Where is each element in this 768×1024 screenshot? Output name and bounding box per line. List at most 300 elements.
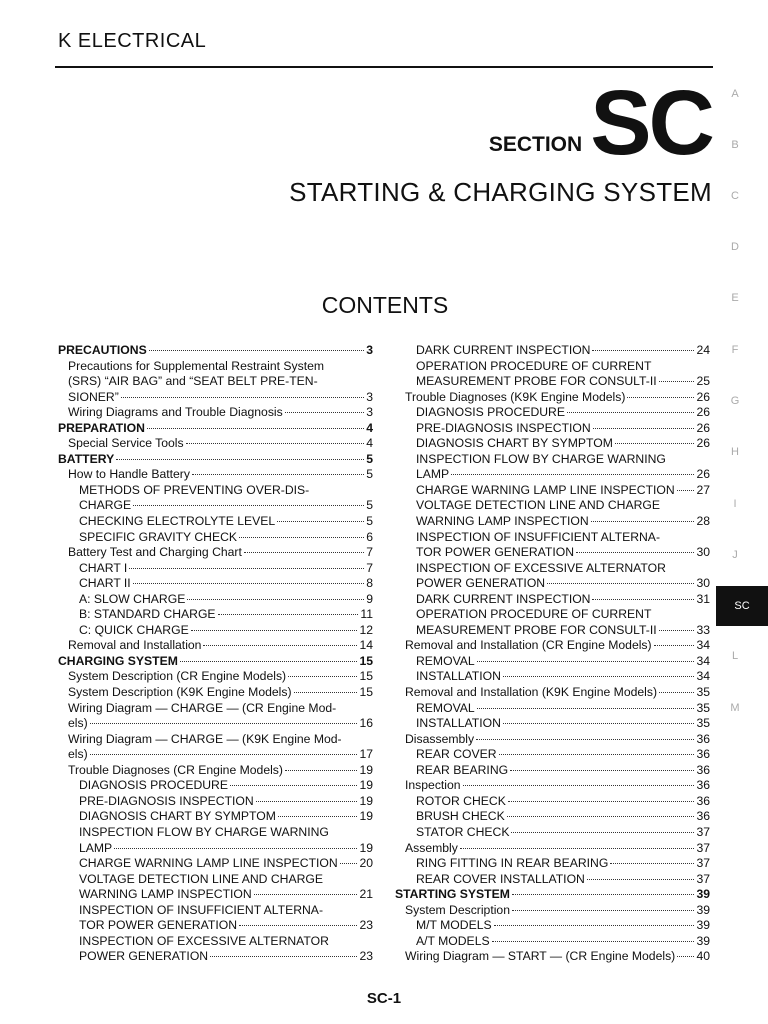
toc-entry[interactable] [58, 809, 373, 825]
toc-entry-line [58, 561, 373, 577]
toc-page-number: 35 [696, 716, 710, 731]
toc-page-number: 28 [696, 514, 710, 529]
toc-page-number: 15 [359, 685, 373, 700]
toc-page-number: 37 [696, 856, 710, 871]
toc-page-number: 9 [366, 591, 373, 606]
toc-entry-line [395, 561, 710, 577]
toc-entry[interactable] [58, 359, 373, 406]
toc-entry[interactable] [395, 452, 710, 483]
toc-entry-line [395, 530, 710, 546]
toc-entry-title: System Description (CR Engine Models) [68, 669, 287, 684]
toc-entry-title: INSPECTION FLOW BY CHARGE WARNING [79, 824, 329, 839]
dot-leader [592, 350, 694, 351]
toc-entry[interactable] [58, 607, 373, 623]
dot-leader [477, 708, 695, 709]
toc-entry[interactable] [58, 903, 373, 934]
dot-leader [476, 739, 694, 740]
toc-entry-line [58, 887, 373, 903]
toc-entry-title: CHECKING ELECTROLYTE LEVEL [79, 514, 276, 529]
dot-leader [294, 692, 358, 693]
toc-entry-line [58, 809, 373, 825]
toc-page-number: 31 [696, 591, 710, 606]
toc-entry-title: POWER GENERATION [79, 949, 209, 964]
contents-title: CONTENTS [321, 292, 449, 318]
toc-entry[interactable] [58, 405, 373, 421]
toc-entry[interactable] [395, 934, 710, 950]
header-rule [55, 66, 713, 68]
toc-page-number: 4 [366, 436, 373, 451]
toc-entry-line [395, 918, 710, 934]
toc-page-number: 4 [366, 420, 373, 435]
toc-entry-title: STATOR CHECK [416, 824, 510, 839]
dot-leader [218, 614, 359, 615]
toc-page-number: 11 [360, 607, 373, 622]
toc-page-number: 16 [359, 716, 373, 731]
toc-entry[interactable] [58, 654, 373, 670]
toc-entry-title: WARNING LAMP INSPECTION [416, 514, 589, 529]
toc-entry-line [58, 359, 373, 375]
toc-entry-line [395, 607, 710, 623]
toc-entry-title: REAR BEARING [416, 762, 509, 777]
toc-page-number: 37 [696, 824, 710, 839]
dot-leader [288, 676, 357, 677]
toc-entry-title: BATTERY [58, 451, 115, 466]
toc-entry-title: (SRS) “AIR BAG” and “SEAT BELT PRE-TEN- [68, 374, 318, 389]
toc-entry-line [395, 498, 710, 514]
toc-entry[interactable] [395, 359, 710, 390]
toc-entry-title: els) [68, 716, 88, 731]
toc-entry-line [395, 685, 710, 701]
section-tab-j[interactable]: J [732, 549, 738, 561]
toc-entry[interactable] [395, 872, 710, 888]
toc-entry[interactable] [395, 763, 710, 779]
toc-entry-line [395, 887, 710, 903]
toc-entry-line [395, 452, 710, 468]
toc-entry[interactable] [58, 576, 373, 592]
toc-entry-line [395, 405, 710, 421]
toc-entry[interactable] [58, 623, 373, 639]
toc-entry-title: System Description [405, 902, 510, 917]
toc-entry-line [58, 592, 373, 608]
toc-page-number: 33 [696, 622, 710, 637]
toc-entry-title: M/T MODELS [416, 918, 492, 933]
toc-entry-title: Removal and Installation (K9K Engine Models) [405, 685, 658, 700]
toc-entry-title: Trouble Diagnoses (K9K Engine Models) [405, 389, 626, 404]
toc-entry-title: SIONER” [68, 389, 119, 404]
toc-entry-title: RING FITTING IN REAR BEARING [416, 856, 609, 871]
toc-page-number: 30 [696, 545, 710, 560]
toc-entry[interactable] [395, 436, 710, 452]
toc-entry-line [58, 514, 373, 530]
toc-entry[interactable] [58, 483, 373, 514]
toc-entry-line [395, 841, 710, 857]
toc-entry[interactable] [58, 685, 373, 701]
toc-entry-title: OPERATION PROCEDURE OF CURRENT [416, 607, 652, 622]
toc-entry-title: INSPECTION OF EXCESSIVE ALTERNATOR [416, 560, 666, 575]
toc-page-number: 39 [696, 918, 710, 933]
toc-page-number: 26 [696, 405, 710, 420]
toc-entry[interactable] [395, 421, 710, 437]
toc-left-column [58, 343, 373, 965]
toc-entry[interactable] [58, 825, 373, 856]
toc-entry-title: INSPECTION OF EXCESSIVE ALTERNATOR [79, 933, 329, 948]
toc-page-number: 36 [696, 747, 710, 762]
dot-leader [576, 552, 694, 553]
toc-entry[interactable] [395, 592, 710, 608]
toc-page-number: 3 [366, 389, 373, 404]
toc-entry-line [58, 872, 373, 888]
toc-entry[interactable] [395, 638, 710, 654]
toc-entry-title: INSTALLATION [416, 669, 501, 684]
toc-entry[interactable] [395, 918, 710, 934]
toc-entry[interactable] [58, 638, 373, 654]
dot-leader [239, 537, 364, 538]
toc-entry-title: LAMP [79, 840, 113, 855]
dot-leader [463, 785, 695, 786]
toc-entry[interactable] [395, 701, 710, 717]
toc-entry-title: PRECAUTIONS [58, 343, 147, 357]
toc-page-number: 37 [696, 871, 710, 886]
toc-entry[interactable] [58, 452, 373, 468]
dot-leader [592, 599, 694, 600]
toc-entry[interactable] [395, 343, 710, 359]
section-word: SECTION [488, 133, 583, 157]
section-title: STARTING & CHARGING SYSTEM [289, 177, 712, 207]
section-tab-c[interactable]: C [731, 190, 739, 202]
toc-entry-title: PRE-DIAGNOSIS INSPECTION [416, 420, 591, 435]
toc-entry-title: CHARGE WARNING LAMP LINE INSPECTION [416, 482, 675, 497]
dot-leader [114, 848, 357, 849]
toc-entry[interactable] [58, 436, 373, 452]
toc-entry-title: CHARGE WARNING LAMP LINE INSPECTION [79, 856, 338, 871]
toc-page-number: 19 [359, 793, 373, 808]
dot-leader [627, 397, 694, 398]
toc-entry[interactable] [395, 530, 710, 561]
toc-page-number: 20 [359, 856, 373, 871]
toc-entry[interactable] [395, 841, 710, 857]
toc-entry-title: TOR POWER GENERATION [79, 918, 237, 933]
toc-entry-line [395, 436, 710, 452]
toc-entry-title: Trouble Diagnoses (CR Engine Models) [68, 762, 283, 777]
toc-entry[interactable] [395, 669, 710, 685]
toc-entry[interactable] [395, 778, 710, 794]
dot-leader [503, 676, 695, 677]
toc-entry-line [58, 732, 373, 748]
toc-entry[interactable] [58, 732, 373, 763]
toc-entry-title: Removal and Installation (CR Engine Models) [405, 638, 652, 653]
toc-page-number: 39 [696, 887, 710, 902]
dot-leader [133, 505, 364, 506]
toc-entry[interactable] [58, 467, 373, 483]
toc-entry[interactable] [395, 561, 710, 592]
toc-entry-title: Precautions for Supplemental Restraint System [68, 358, 325, 373]
toc-entry-title: STARTING SYSTEM [395, 887, 510, 902]
toc-entry-line [395, 421, 710, 437]
toc-entry[interactable] [58, 778, 373, 794]
toc-page-number: 19 [359, 840, 373, 855]
section-tab-b[interactable]: B [731, 139, 739, 151]
dot-leader [278, 816, 358, 817]
dot-leader [492, 941, 695, 942]
toc-page-number: 26 [696, 389, 710, 404]
dot-leader [587, 879, 695, 880]
toc-entry-title: DIAGNOSIS CHART BY SYMPTOM [79, 809, 276, 824]
toc-entry[interactable] [395, 483, 710, 499]
dot-leader [186, 443, 365, 444]
toc-page-number: 19 [359, 762, 373, 777]
toc-entry-line [58, 949, 373, 965]
dot-leader [507, 816, 695, 817]
toc-entry-title: INSTALLATION [416, 716, 501, 731]
toc-entry-line [395, 809, 710, 825]
toc-page-number: 34 [696, 653, 710, 668]
toc-entry[interactable] [395, 903, 710, 919]
toc-entry-line [58, 825, 373, 841]
toc-entry[interactable] [58, 763, 373, 779]
toc-entry-line [58, 467, 373, 483]
toc-entry-line [395, 654, 710, 670]
toc-entry-title: TOR POWER GENERATION [416, 545, 574, 560]
toc-entry-line [395, 856, 710, 872]
toc-entry-line [395, 763, 710, 779]
toc-entry-title: Disassembly [405, 731, 475, 746]
toc-entry[interactable] [58, 592, 373, 608]
toc-entry-line [395, 825, 710, 841]
toc-entry-title: Wiring Diagrams and Trouble Diagnosis [68, 405, 283, 420]
toc-entry[interactable] [395, 747, 710, 763]
toc-entry-line [58, 638, 373, 654]
toc-page-number: 30 [696, 576, 710, 591]
dot-leader [615, 443, 695, 444]
section-tab-a[interactable]: A [731, 88, 739, 100]
toc-entry-title: DARK CURRENT INSPECTION [416, 343, 591, 357]
dot-leader [654, 645, 695, 646]
dot-leader [129, 568, 364, 569]
dot-leader [460, 848, 695, 849]
toc-entry[interactable] [395, 685, 710, 701]
dot-leader [510, 770, 694, 771]
dot-leader [591, 521, 695, 522]
toc-page-number: 36 [696, 809, 710, 824]
toc-entry-title: DIAGNOSIS CHART BY SYMPTOM [416, 436, 613, 451]
toc-entry-title: REMOVAL [416, 653, 475, 668]
toc-entry-line [58, 436, 373, 452]
toc-entry[interactable] [395, 825, 710, 841]
toc-entry-title: MEASUREMENT PROBE FOR CONSULT-II [416, 374, 657, 389]
toc-entry-title: MEASUREMENT PROBE FOR CONSULT-II [416, 622, 657, 637]
dot-leader [503, 723, 695, 724]
toc-entry-title: Removal and Installation [68, 638, 202, 653]
toc-page-number: 35 [696, 685, 710, 700]
toc-entry-line [395, 638, 710, 654]
toc-entry-line [58, 903, 373, 919]
section-tab-i[interactable]: I [733, 498, 737, 510]
toc-page-number: 24 [696, 343, 710, 357]
toc-entry-line [395, 343, 710, 359]
section-tab-h[interactable]: H [731, 446, 739, 458]
toc-entry-line [58, 841, 373, 857]
toc-entry-line [395, 716, 710, 732]
toc-page-number: 26 [696, 420, 710, 435]
toc-entry[interactable] [395, 654, 710, 670]
toc-entry[interactable] [58, 856, 373, 872]
section-heading [488, 72, 712, 174]
dot-leader [593, 428, 695, 429]
toc-entry-title: A/T MODELS [416, 933, 490, 948]
toc-entry[interactable] [395, 732, 710, 748]
toc-entry[interactable] [395, 794, 710, 810]
section-tab-d[interactable]: D [731, 241, 739, 253]
section-tab-g[interactable]: G [730, 395, 740, 407]
page-number: SC-1 [366, 990, 402, 1007]
toc-entry[interactable] [395, 949, 710, 965]
toc-entry-title: DARK CURRENT INSPECTION [416, 591, 591, 606]
toc-page-number: 3 [366, 405, 373, 420]
toc-entry-line [58, 747, 373, 763]
dot-leader [659, 381, 695, 382]
toc-entry[interactable] [395, 405, 710, 421]
toc-entry[interactable] [58, 530, 373, 546]
toc-entry[interactable] [58, 872, 373, 903]
toc-page-number: 5 [366, 467, 373, 482]
toc-page-number: 8 [366, 576, 373, 591]
dot-leader [187, 599, 364, 600]
toc-entry-line [395, 747, 710, 763]
toc-entry-line [58, 607, 373, 623]
dot-leader [512, 910, 694, 911]
toc-entry[interactable] [58, 343, 373, 359]
toc-page-number: 19 [359, 778, 373, 793]
toc-entry[interactable] [58, 669, 373, 685]
toc-entry-title: System Description (K9K Engine Models) [68, 685, 292, 700]
toc-entry[interactable] [395, 809, 710, 825]
dot-leader [230, 785, 357, 786]
toc-entry[interactable] [395, 856, 710, 872]
dot-leader [210, 956, 357, 957]
toc-entry-title: OPERATION PROCEDURE OF CURRENT [416, 358, 652, 373]
dot-leader [191, 630, 358, 631]
dot-leader [340, 863, 358, 864]
toc-page-number: 36 [696, 778, 710, 793]
toc-entry[interactable] [58, 545, 373, 561]
toc-page-number: 40 [696, 949, 710, 964]
toc-page-number: 27 [696, 482, 710, 497]
dot-leader [659, 692, 694, 693]
dot-leader [180, 661, 358, 662]
toc-entry-line [395, 794, 710, 810]
toc-entry-line [58, 794, 373, 810]
toc-entry-title: C: QUICK CHARGE [79, 622, 189, 637]
toc-entry[interactable] [58, 794, 373, 810]
section-tab-sc[interactable]: SC [716, 586, 768, 626]
section-index-tabs [716, 0, 768, 1024]
toc-entry[interactable] [58, 701, 373, 732]
toc-entry-line [395, 934, 710, 950]
dot-leader [285, 412, 364, 413]
section-tab-e[interactable]: E [731, 292, 739, 304]
toc-entry-title: CHARGING SYSTEM [58, 653, 178, 668]
toc-entry-line [395, 483, 710, 499]
toc-page-number: 15 [359, 669, 373, 684]
toc-entry[interactable] [395, 887, 710, 903]
toc-entry-line [58, 669, 373, 685]
toc-entry-line [58, 452, 373, 468]
toc-entry-line [58, 654, 373, 670]
section-tab-l[interactable]: L [731, 650, 739, 662]
toc-entry-line [58, 934, 373, 950]
toc-entry-title: REAR COVER [416, 747, 497, 762]
dot-leader [659, 630, 695, 631]
toc-entry-title: How to Handle Battery [68, 467, 190, 482]
toc-entry[interactable] [395, 716, 710, 732]
toc-entry-title: LAMP [416, 467, 450, 482]
toc-entry-title: PREPARATION [58, 420, 145, 435]
toc-entry-title: INSPECTION OF INSUFFICIENT ALTERNA- [416, 529, 660, 544]
toc-entry-title: WARNING LAMP INSPECTION [79, 887, 252, 902]
toc-entry-line [58, 576, 373, 592]
toc-entry[interactable] [395, 607, 710, 638]
toc-page-number: 14 [359, 638, 373, 653]
dot-leader [547, 583, 694, 584]
toc-page-number: 5 [366, 514, 373, 529]
toc-page-number: 34 [696, 638, 710, 653]
toc-entry-line [58, 498, 373, 514]
dot-leader [254, 894, 358, 895]
toc-page-number: 19 [359, 809, 373, 824]
toc-entry-title: BRUSH CHECK [416, 809, 505, 824]
toc-entry-line [58, 716, 373, 732]
section-code: SC [590, 72, 712, 174]
toc-entry-title: CHART I [79, 560, 128, 575]
toc-entry[interactable] [58, 514, 373, 530]
toc-entry-title: CHART II [79, 576, 131, 591]
toc-page-number: 7 [366, 545, 373, 560]
toc-entry-line [395, 390, 710, 406]
toc-page-number: 6 [366, 529, 373, 544]
toc-entry[interactable] [58, 561, 373, 577]
toc-entry-line [58, 856, 373, 872]
toc-page-number: 17 [359, 747, 373, 762]
toc-page-number: 21 [359, 887, 373, 902]
toc-entry-line [395, 623, 710, 639]
toc-page-number: 7 [366, 560, 373, 575]
toc-entry-title: DIAGNOSIS PROCEDURE [79, 778, 228, 793]
toc-entry-line [58, 623, 373, 639]
toc-right-column [395, 343, 710, 965]
toc-entry-title: CHARGE [79, 498, 132, 513]
toc-entry[interactable] [395, 498, 710, 529]
section-tab-f[interactable]: F [731, 344, 739, 356]
dot-leader [90, 754, 358, 755]
toc-entry[interactable] [395, 390, 710, 406]
toc-entry[interactable] [58, 421, 373, 437]
toc-entry-line [395, 701, 710, 717]
toc-entry-line [58, 374, 373, 390]
section-tab-m[interactable]: M [730, 702, 740, 714]
toc-entry-line [395, 872, 710, 888]
toc-entry-line [58, 701, 373, 717]
section-group-header: K ELECTRICAL [58, 30, 207, 52]
toc-entry-line [58, 685, 373, 701]
toc-entry-title: REMOVAL [416, 700, 475, 715]
toc-entry-title: INSPECTION FLOW BY CHARGE WARNING [416, 451, 666, 466]
dot-leader [508, 801, 695, 802]
toc-entry[interactable] [58, 934, 373, 965]
toc-entry-line [395, 374, 710, 390]
toc-entry-title: els) [68, 747, 88, 762]
toc-entry-title: Battery Test and Charging Chart [68, 545, 242, 560]
dot-leader [116, 459, 364, 460]
